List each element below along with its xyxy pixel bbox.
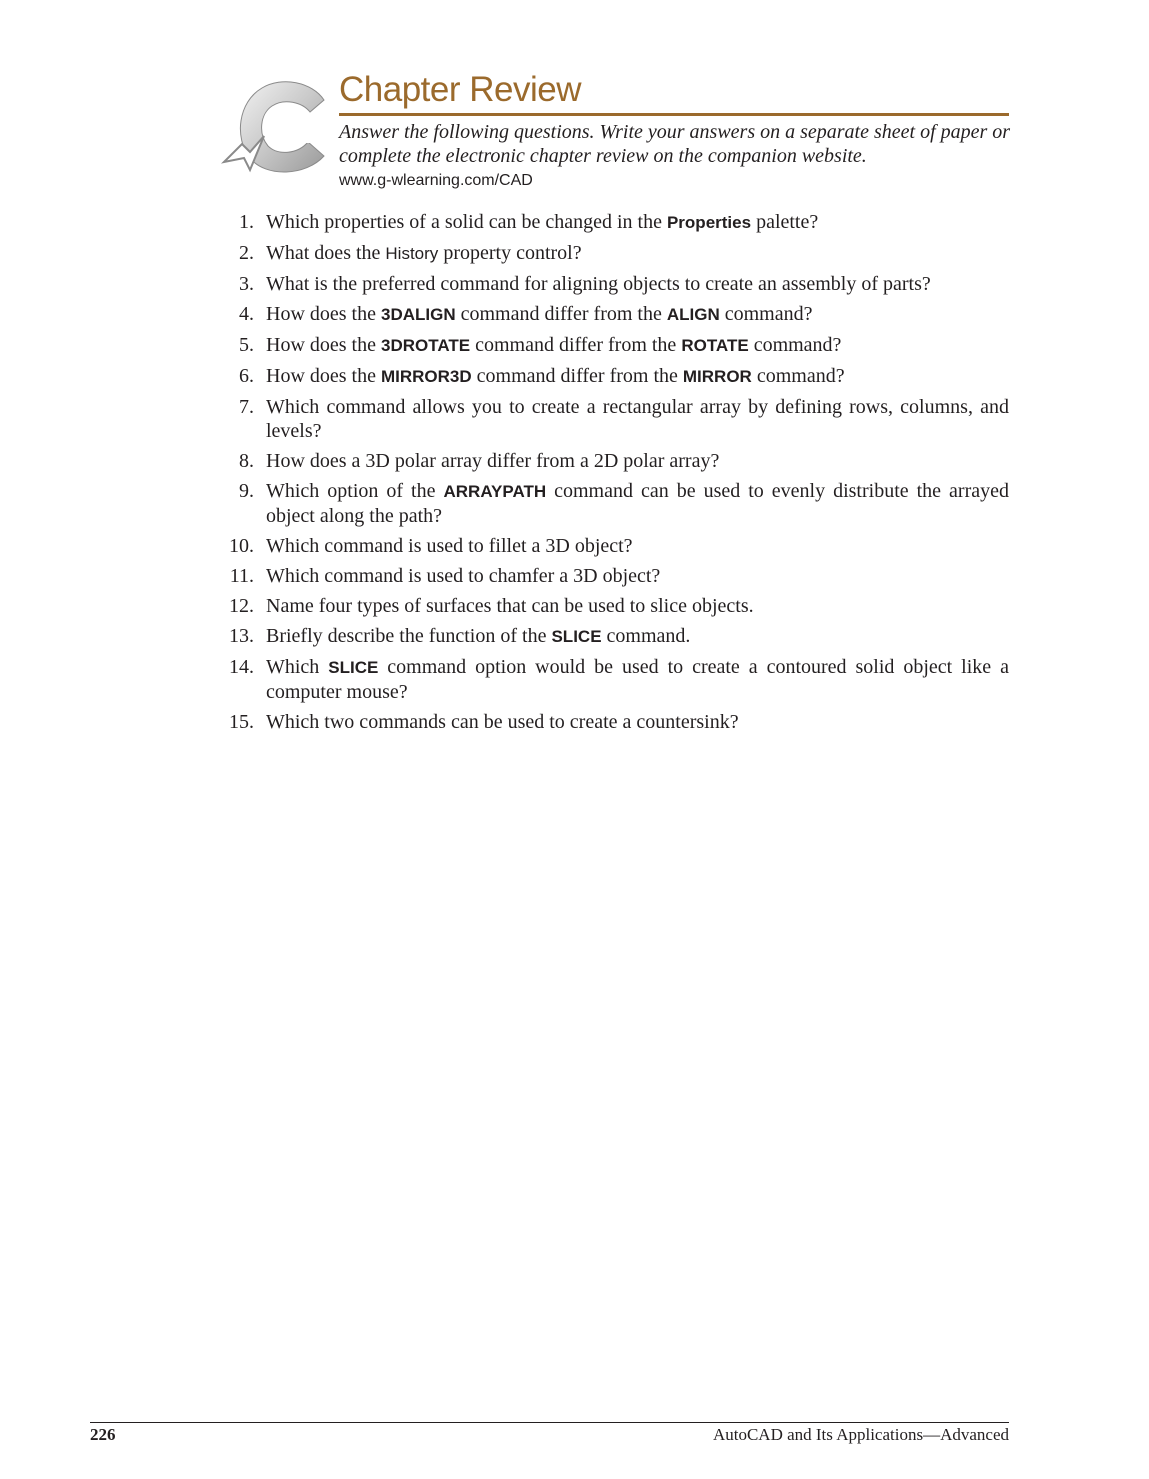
question-text-run: command? bbox=[719, 303, 813, 325]
question-item bbox=[228, 479, 1009, 528]
question-text bbox=[266, 711, 739, 733]
question-text-run: Which bbox=[266, 656, 329, 678]
question-text bbox=[266, 625, 690, 647]
question-number: 9. bbox=[239, 480, 254, 502]
question-text-run: What is the preferred command for aligning objects to create an assembly of parts? bbox=[266, 273, 931, 295]
footer-rule bbox=[90, 1422, 1009, 1423]
command-name: SLICE bbox=[328, 658, 379, 677]
question-text-run: How does a 3D polar array differ from a 2D polar array? bbox=[266, 450, 720, 472]
command-name: SLICE bbox=[551, 627, 602, 646]
question-item bbox=[228, 210, 1009, 235]
question-number: 1. bbox=[239, 211, 254, 233]
property-name: History bbox=[385, 244, 439, 263]
chapter-review-logo-icon bbox=[220, 78, 332, 178]
question-text-run: command differ from the bbox=[470, 334, 682, 356]
question-text bbox=[266, 595, 754, 617]
question-text-run: command. bbox=[601, 625, 691, 647]
question-item bbox=[228, 302, 1009, 327]
question-number: 8. bbox=[239, 450, 254, 472]
command-name: Properties bbox=[666, 213, 752, 232]
page-number: 226 bbox=[90, 1425, 116, 1444]
question-text bbox=[266, 211, 818, 233]
question-text-run: How does the bbox=[266, 365, 381, 387]
question-item bbox=[228, 395, 1009, 443]
question-text-run: command can be used to evenly distribute the arrayed object along the path? bbox=[266, 480, 1009, 527]
question-text bbox=[266, 396, 1009, 442]
command-name: 3DALIGN bbox=[380, 305, 456, 324]
question-text bbox=[266, 334, 841, 356]
question-item bbox=[228, 272, 1009, 296]
question-item bbox=[228, 655, 1009, 704]
question-text bbox=[266, 303, 812, 325]
command-name: ALIGN bbox=[666, 305, 720, 324]
question-item bbox=[228, 710, 1009, 734]
question-item bbox=[228, 624, 1009, 649]
command-name: ROTATE bbox=[681, 336, 749, 355]
question-text-run: How does the bbox=[266, 334, 381, 356]
command-name: MIRROR bbox=[682, 367, 752, 386]
question-text-run: How does the bbox=[266, 303, 381, 325]
question-text-run: command option would be used to create a contoured solid object like a computer mouse? bbox=[266, 656, 1009, 703]
question-number: 6. bbox=[239, 365, 254, 387]
question-number: 4. bbox=[239, 303, 254, 325]
question-number: 7. bbox=[239, 396, 254, 418]
question-item bbox=[228, 594, 1009, 618]
question-text bbox=[266, 242, 582, 264]
question-text-run: Which option of the bbox=[266, 480, 444, 502]
question-text-run: property control? bbox=[438, 242, 582, 264]
question-list bbox=[228, 210, 1009, 740]
question-text-run: Briefly describe the function of the bbox=[266, 625, 552, 647]
question-text-run: Which properties of a solid can be changed in the bbox=[266, 211, 667, 233]
question-text bbox=[266, 365, 845, 387]
question-text-run: Which two commands can be used to create a countersink? bbox=[266, 711, 739, 733]
question-text-run: What does the bbox=[266, 242, 386, 264]
question-item bbox=[228, 364, 1009, 389]
question-text-run: command? bbox=[751, 365, 845, 387]
question-number: 10. bbox=[229, 535, 254, 557]
question-item bbox=[228, 564, 1009, 588]
question-number: 5. bbox=[239, 334, 254, 356]
question-text bbox=[266, 565, 660, 587]
question-text bbox=[266, 273, 931, 295]
question-text-run: command? bbox=[748, 334, 842, 356]
companion-website-url[interactable]: www.g-wlearning.com/CAD bbox=[339, 172, 533, 189]
question-item bbox=[228, 241, 1009, 266]
question-item bbox=[228, 449, 1009, 473]
question-text-run: Which command is used to chamfer a 3D object? bbox=[266, 565, 661, 587]
command-name: MIRROR3D bbox=[380, 367, 472, 386]
question-text bbox=[266, 656, 1009, 703]
book-title: AutoCAD and Its Applications—Advanced bbox=[712, 1425, 1009, 1444]
question-item bbox=[228, 534, 1009, 558]
question-number: 12. bbox=[229, 595, 254, 617]
question-number: 2. bbox=[239, 242, 254, 264]
instructions: Answer the following questions. Write your answers on a separate sheet of paper or complete the electronic chapter review on the companion website. bbox=[339, 121, 1011, 167]
question-text-run: Name four types of surfaces that can be used to slice objects. bbox=[266, 595, 754, 617]
question-text-run: command differ from the bbox=[471, 365, 683, 387]
question-text bbox=[266, 535, 633, 557]
question-number: 3. bbox=[239, 273, 254, 295]
title-rule bbox=[339, 113, 1009, 116]
question-text bbox=[266, 450, 719, 472]
question-number: 15. bbox=[229, 711, 254, 733]
question-text-run: palette? bbox=[751, 211, 819, 233]
question-number: 14. bbox=[229, 656, 254, 678]
command-name: 3DROTATE bbox=[380, 336, 471, 355]
question-text-run: Which command is used to fillet a 3D object? bbox=[266, 535, 633, 557]
question-text-run: command differ from the bbox=[455, 303, 667, 325]
command-name: ARRAYPATH bbox=[443, 482, 547, 501]
question-number: 13. bbox=[229, 625, 254, 647]
question-item bbox=[228, 333, 1009, 358]
chapter-title: Chapter Review bbox=[339, 70, 581, 109]
question-text-run: Which command allows you to create a rectangular array by defining rows, columns, and levels? bbox=[266, 396, 1009, 442]
question-number: 11. bbox=[229, 565, 254, 587]
question-text bbox=[266, 480, 1009, 527]
